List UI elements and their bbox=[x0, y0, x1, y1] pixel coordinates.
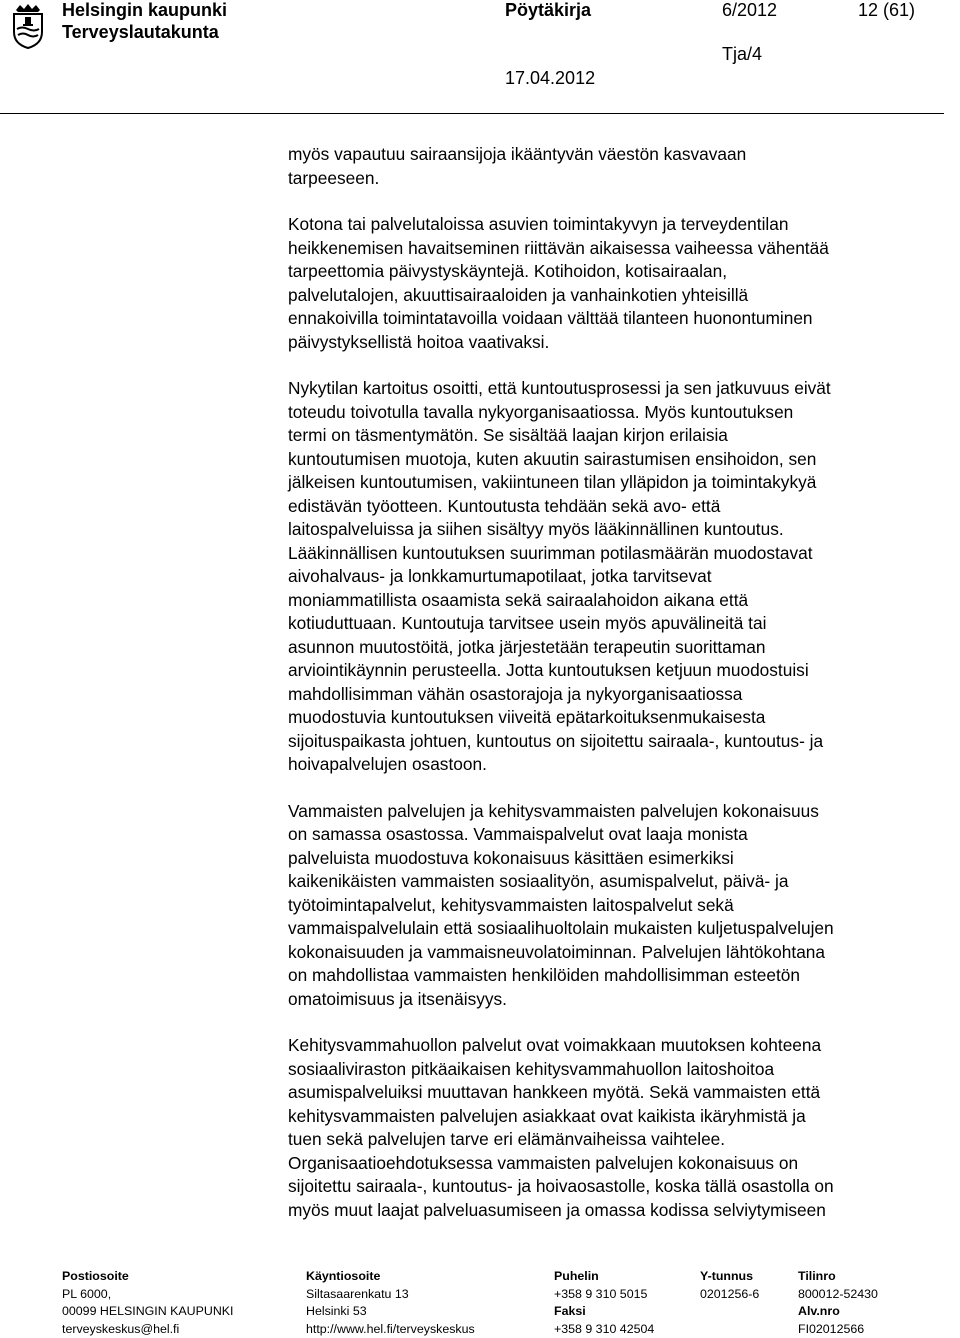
body-line: tarpeettomia päivystyskäyntejä. Kotihoidon, kotisairaalan, bbox=[288, 260, 948, 284]
body-line: Lääkinnällisen kuntoutuksen suurimman potilasmäärän muodostavat bbox=[288, 542, 948, 566]
document-number: 6/2012 bbox=[722, 0, 777, 21]
body-line: muodostuvia kuntoutuksen viiveitä epätarkoituksenmukaisesta bbox=[288, 706, 948, 730]
body-line: kaikenikäisten vammaisten sosiaalityön, asumispalvelut, päivä- ja bbox=[288, 870, 948, 894]
body-line: kotiuduttuaan. Kuntoutuja tarvitsee usein myös apuvälineitä tai bbox=[288, 612, 948, 636]
body-line: tuen sekä palvelujen tarve eri elämänvaiheissa vaihtelee. bbox=[288, 1128, 948, 1152]
body-line: toteudu toivotulla tavalla nykyorganisaatiossa. Myös kuntoutuksen bbox=[288, 401, 948, 425]
body-line: Nykytilan kartoitus osoitti, että kuntoutusprosessi ja sen jatkuvuus eivät bbox=[288, 377, 948, 401]
body-line: sijoitettu sairaala-, kuntoutus- ja hoivaosastolle, koska tällä osastolla on bbox=[288, 1175, 948, 1199]
footer-tilinro bbox=[798, 1268, 878, 1338]
body-line: Kehitysvammahuollon palvelut ovat voimakkaan muutoksen kohteena bbox=[288, 1034, 948, 1058]
paragraph-gap bbox=[288, 1011, 948, 1034]
footer-kayntiosoite bbox=[306, 1268, 475, 1338]
body-line: vammaispalvelulain että sosiaalihuoltolain mukaisten kuljetuspalvelujen bbox=[288, 917, 948, 941]
body-line: Kotona tai palvelutaloissa asuvien toimintakyvyn ja terveydentilan bbox=[288, 213, 948, 237]
body-line: kehitysvammaisten palvelujen asiakkaat ovat kaikista ikäryhmistä ja bbox=[288, 1105, 948, 1129]
body-line: myös vapautuu sairaansijoja ikääntyvän väestön kasvavaan bbox=[288, 143, 948, 167]
footer-po-box: PL 6000, bbox=[62, 1286, 233, 1304]
body-line: myös muut laajat palveluasumiseen ja omassa kodissa selviytymiseen bbox=[288, 1199, 948, 1223]
body-line: sijoituspaikasta johtuen, kuntoutus on sijoitettu sairaala-, kuntoutus- ja bbox=[288, 730, 948, 754]
footer-fax: +358 9 310 42504 bbox=[554, 1321, 654, 1338]
body-line: heikkenemisen havaitseminen riittävän aikaisessa vaiheessa vähentää bbox=[288, 237, 948, 261]
footer-street: Siltasaarenkatu 13 bbox=[306, 1286, 475, 1304]
footer-ytunnus-label: Y-tunnus bbox=[700, 1268, 759, 1286]
footer-phone: +358 9 310 5015 bbox=[554, 1286, 654, 1304]
page-number: 12 (61) bbox=[858, 0, 915, 21]
body-line: työtoimintapalvelut, kehitysvammaisten laitospalvelut sekä bbox=[288, 894, 948, 918]
body-line: aivohalvaus- ja lonkkamurtumapotilaat, jotka tarvitsevat bbox=[288, 565, 948, 589]
footer-tilinro-label: Tilinro bbox=[798, 1268, 878, 1286]
footer-website: http://www.hel.fi/terveyskeskus bbox=[306, 1321, 475, 1338]
body-line: jälkeisen kuntoutumisen, vakiintuneen tilan ylläpidon ja toimintakykyä bbox=[288, 471, 948, 495]
body-line: kuntoutumisen muotoja, kuten akuutin sairastumisen ensihoidon, sen bbox=[288, 448, 948, 472]
footer-alv-label: Alv.nro bbox=[798, 1303, 878, 1321]
document-type: Pöytäkirja bbox=[505, 0, 591, 21]
document-body bbox=[288, 143, 948, 1222]
body-line: hoivapalvelujen osastoon. bbox=[288, 753, 948, 777]
paragraph-gap bbox=[288, 354, 948, 377]
body-line: Vammaisten palvelujen ja kehitysvammaisten palvelujen kokonaisuus bbox=[288, 800, 948, 824]
body-line: kokonaisuuden ja vammaisneuvolatoiminnan. Palvelujen lähtökohtana bbox=[288, 941, 948, 965]
footer-vat: FI02012566 bbox=[798, 1321, 878, 1338]
body-line: asunnon muutostöitä, jotka järjestetään terapeutin suorittaman bbox=[288, 636, 948, 660]
footer-puhelin bbox=[554, 1268, 654, 1338]
footer-postiosoite-label: Postiosoite bbox=[62, 1268, 233, 1286]
footer-postiosoite bbox=[62, 1268, 233, 1338]
paragraph-gap bbox=[288, 190, 948, 213]
section-code: Tja/4 bbox=[722, 44, 762, 65]
body-line: laitospalveluissa ja siihen sisältyy myös lääkinnällinen kuntoutus. bbox=[288, 518, 948, 542]
body-line: palvelutalojen, akuuttisairaaloiden ja vanhainkotien yhteisillä bbox=[288, 284, 948, 308]
body-line: arviointikäynnin perusteella. Jotta kuntoutuksen ketjuun muodostuisi bbox=[288, 659, 948, 683]
body-line: palveluista muodostuva kokonaisuus käsittäen esimerkiksi bbox=[288, 847, 948, 871]
body-line: omatoimisuus ja itsenäisyys. bbox=[288, 988, 948, 1012]
body-line: ennakoivilla toimintatavoilla voidaan välttää tilanteen huonontuminen bbox=[288, 307, 948, 331]
body-line: termi on täsmentymätön. Se sisältää laajan kirjon erilaisia bbox=[288, 424, 948, 448]
board-name: Terveyslautakunta bbox=[62, 22, 219, 43]
footer-puhelin-label: Puhelin bbox=[554, 1268, 654, 1286]
body-line: sosiaaliviraston pitkäaikaisen kehitysvammahuollon laitoshoitoa bbox=[288, 1058, 948, 1082]
paragraph-gap bbox=[288, 777, 948, 800]
footer-kayntiosoite-label: Käyntiosoite bbox=[306, 1268, 475, 1286]
footer-faksi-label: Faksi bbox=[554, 1303, 654, 1321]
footer-ytunnus bbox=[700, 1268, 759, 1303]
helsinki-coat-of-arms-icon bbox=[8, 2, 48, 50]
body-line: edistävän työotteen. Kuntoutusta tehdään sekä avo- että bbox=[288, 495, 948, 519]
body-line: mahdollisimman vähän osastorajoja ja nykyorganisaatiossa bbox=[288, 683, 948, 707]
body-line: päivystyksellistä hoitoa vaativaksi. bbox=[288, 331, 948, 355]
body-line: asumispalveluiksi muuttavan hankkeen myötä. Sekä vammaisten että bbox=[288, 1081, 948, 1105]
body-line: on samassa osastossa. Vammaispalvelut ovat laaja monista bbox=[288, 823, 948, 847]
body-line: on mahdollistaa vammaisten henkilöiden mahdollisimman esteetön bbox=[288, 964, 948, 988]
body-line: Organisaatioehdotuksessa vammaisten palvelujen kokonaisuus on bbox=[288, 1152, 948, 1176]
footer-email: terveyskeskus@hel.fi bbox=[62, 1321, 233, 1338]
meeting-date: 17.04.2012 bbox=[505, 68, 595, 89]
footer-business-id: 0201256-6 bbox=[700, 1286, 759, 1304]
body-line: tarpeeseen. bbox=[288, 167, 948, 191]
footer-account: 800012-52430 bbox=[798, 1286, 878, 1304]
body-line: moniammatillista osaamista sekä sairaalahoidon aikana että bbox=[288, 589, 948, 613]
footer-postal-city: 00099 HELSINGIN KAUPUNKI bbox=[62, 1303, 233, 1321]
footer-city: Helsinki 53 bbox=[306, 1303, 475, 1321]
header-divider bbox=[0, 113, 944, 114]
org-name: Helsingin kaupunki bbox=[62, 0, 227, 21]
